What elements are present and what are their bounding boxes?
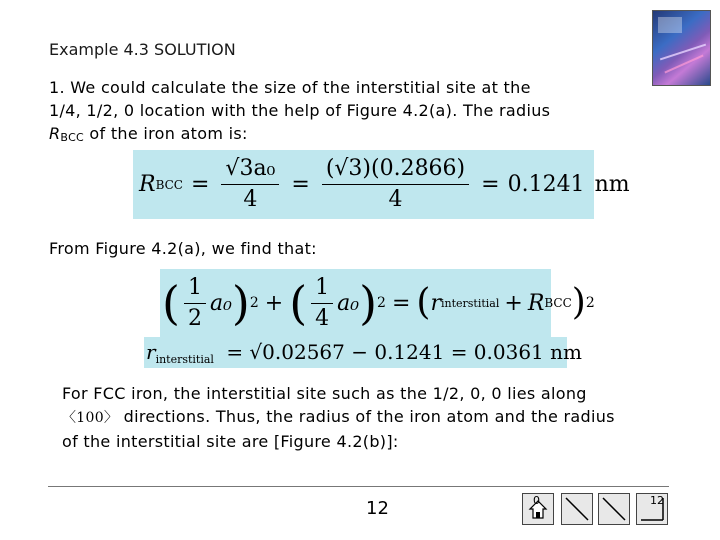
eq2-rhs-Rsub: BCC — [544, 296, 572, 310]
cover-title-block — [658, 17, 682, 33]
equation-r-interstitial — [144, 337, 582, 368]
previous-slide-button[interactable] — [561, 493, 593, 525]
equation-interstitial-sum — [160, 269, 595, 337]
last-slide-button[interactable] — [636, 493, 668, 525]
eq2-half-num: 1 — [184, 275, 206, 304]
p3-part1: For FCC iron, the interstitial site such as the 1/2, 0, 0 lies along — [62, 384, 587, 403]
p3-part2: directions. Thus, the radius of the iron atom and the radius of the interstitial site are [Figure 4.2(b)]: — [62, 407, 615, 451]
eq1-equals-1: = — [190, 172, 210, 197]
eq2-a0-2: a₀ — [337, 290, 360, 316]
p1-line2: 1/4, 1/2, 0 location with the help of Figure 4.2(a). The radius — [49, 101, 551, 120]
symbol-R-subscript: BCC — [60, 131, 85, 144]
equation-rbcc — [133, 150, 630, 219]
eq2-sq-1: 2 — [249, 295, 259, 311]
eq2-quarter-den: 4 — [315, 305, 330, 331]
paragraph-2: From Figure 4.2(a), we find that: — [49, 239, 317, 258]
eq2-equals: = — [391, 290, 411, 316]
eq2-lparen-2: ( — [289, 276, 308, 330]
footer-divider — [48, 486, 669, 487]
eq2-rhs-sub: interstitial — [440, 296, 500, 310]
eq1-equals-2: = — [291, 172, 310, 197]
eq2-rhs-r: r — [430, 290, 441, 316]
p3-directions: 〈100〉 — [62, 410, 119, 426]
eq1-unit: nm — [594, 172, 630, 197]
eq1-result: 0.1241 — [507, 172, 585, 197]
eq2-plus: + — [264, 290, 284, 316]
eq2-rparen-2: ) — [359, 276, 378, 330]
eq1-lhs-R: R — [139, 172, 156, 197]
paragraph-3 — [62, 382, 622, 453]
home-button[interactable] — [522, 493, 554, 525]
eq1-f1-num: √3a₀ — [221, 156, 279, 185]
eq2-lparen-3: ( — [416, 282, 431, 323]
symbol-R: R — [49, 124, 61, 143]
eq1-fraction-2 — [322, 156, 469, 213]
eq1-f2-num: (√3)(0.2866) — [322, 156, 469, 185]
eq2-half — [184, 275, 206, 332]
next-slide-button[interactable] — [598, 493, 630, 525]
eq1-lhs-sub: BCC — [155, 177, 183, 192]
eq2-sq-3: 2 — [585, 295, 595, 311]
p1-line1: 1. We could calculate the size of the interstitial site at the — [49, 78, 531, 97]
eq2-quarter — [311, 275, 333, 332]
paragraph-1 — [49, 76, 649, 149]
eq2-a0-1: a₀ — [209, 290, 232, 316]
book-cover-thumbnail — [653, 11, 710, 85]
eq1-f1-den: 4 — [243, 187, 258, 212]
eq1-equals-3: = — [481, 172, 500, 197]
eq2-quarter-num: 1 — [311, 275, 333, 304]
eq2-lparen-1: ( — [162, 276, 180, 330]
eq2-rparen-1: ) — [231, 276, 250, 330]
eq2-sq-2: 2 — [377, 295, 386, 311]
p1-line3-rest: of the iron atom is: — [84, 124, 248, 143]
eq2-rparen-3: ) — [571, 282, 586, 323]
cover-streak-2 — [664, 55, 703, 74]
eq3-sub: interstitial — [155, 352, 214, 366]
eq1-fraction-1 — [221, 156, 279, 213]
slide-title: Example 4.3 SOLUTION — [49, 40, 236, 59]
eq3-rhs: = √0.02567 − 0.1241 = 0.0361 nm — [226, 339, 582, 364]
eq2-rhs-R: R — [527, 290, 545, 316]
page-number: 12 — [366, 498, 389, 519]
eq3-r: r — [146, 339, 156, 364]
home-button-label: 0 — [533, 494, 540, 507]
last-button-label: 12 — [650, 494, 664, 507]
p1-line3 — [49, 122, 649, 149]
eq1-f2-den: 4 — [388, 187, 403, 212]
diagonal-arrow-icon — [599, 494, 629, 524]
eq2-rhs-plus: + — [504, 290, 523, 316]
diagonal-arrow-icon — [562, 494, 592, 524]
eq2-half-den: 2 — [187, 305, 202, 331]
